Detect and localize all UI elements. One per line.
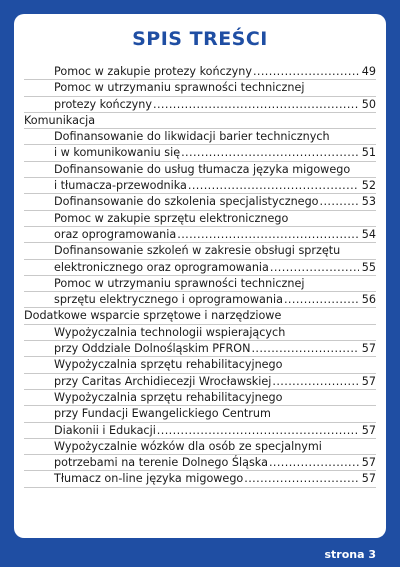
toc-entry-text: oraz oprogramowania (54, 227, 177, 241)
toc-entry-text: potrzebami na terenie Dolnego Śląska (54, 456, 268, 470)
toc-entry[interactable] (24, 211, 376, 244)
toc-entry[interactable] (24, 276, 376, 309)
toc-entry-text: Wypożyczalnie wózków dla osób ze specjalnymi (24, 439, 376, 455)
toc-page-number: 55 (361, 260, 376, 274)
toc-section-heading: Komunikacja (24, 113, 376, 129)
toc-entry-text: Dofinansowanie szkoleń w zakresie obsługi sprzętu (24, 243, 376, 259)
dot-leader (272, 374, 358, 390)
toc-page-number: 57 (361, 342, 376, 356)
dot-leader (177, 227, 359, 243)
toc-entry[interactable] (24, 308, 376, 324)
toc-entry[interactable] (24, 64, 376, 80)
toc-page-number: 57 (361, 423, 376, 437)
toc-page-number: 53 (361, 195, 376, 209)
toc-entry-text: i tłumacza-przewodnika (54, 179, 187, 193)
toc-entry[interactable] (24, 194, 376, 210)
toc-entry[interactable] (24, 439, 376, 472)
toc-entry-text: Wypożyczalnia technologii wspierających (24, 325, 376, 341)
toc-entry-text: Dofinansowanie do szkolenia specjalistycznego (54, 195, 319, 209)
toc-entry-text: Wypożyczalnia sprzętu rehabilitacyjnego (24, 390, 376, 406)
toc-page-number: 57 (361, 456, 376, 470)
toc-entry[interactable] (24, 357, 376, 390)
dot-leader (188, 178, 359, 194)
dot-leader (320, 194, 359, 210)
toc-entry-text: Diakonii i Edukacji (54, 423, 156, 437)
toc-entry-text: przy Fundacji Ewangelickiego Centrum (24, 406, 376, 422)
page-title: SPIS TREŚCI (132, 28, 268, 50)
dot-leader (181, 145, 359, 161)
toc-entry-text: sprzętu elektrycznego i oprogramowania (54, 293, 283, 307)
toc-entry[interactable] (24, 129, 376, 162)
toc-entry-text: Wypożyczalnia sprzętu rehabilitacyjnego (24, 357, 376, 373)
toc-entry[interactable] (24, 80, 376, 113)
toc-entry-text: i w komunikowaniu się (54, 146, 181, 160)
toc-entry[interactable] (24, 113, 376, 129)
toc-entry[interactable] (24, 162, 376, 195)
toc-entry[interactable] (24, 243, 376, 276)
toc-page-number: 50 (361, 97, 376, 111)
dot-leader (251, 341, 358, 357)
toc-entry-text: Dofinansowanie do usług tłumacza języka migowego (24, 162, 376, 178)
page-sheet (14, 14, 386, 538)
toc-entry[interactable] (24, 471, 376, 487)
toc-entry-text: Dofinansowanie do likwidacji barier technicznych (24, 129, 376, 145)
toc-entry-text: przy Oddziale Dolnośląskim PFRON (54, 342, 251, 356)
toc-entry[interactable] (24, 325, 376, 358)
dot-leader (157, 423, 359, 439)
toc-page-number: 54 (361, 227, 376, 241)
dot-leader (253, 64, 359, 80)
toc-page-number: 51 (361, 146, 376, 160)
dot-leader (269, 455, 359, 471)
toc-section-heading: Dodatkowe wsparcie sprzętowe i narzędziowe (24, 308, 376, 324)
dot-leader (244, 471, 358, 487)
page-number: strona 3 (324, 548, 376, 561)
toc-entry[interactable] (24, 390, 376, 439)
toc-entry-text: Pomoc w zakupie protezy kończyny (54, 65, 252, 78)
dot-leader (153, 97, 359, 113)
table-of-contents (24, 64, 376, 488)
toc-page-number: 52 (361, 179, 376, 193)
toc-page-number: 49 (361, 65, 376, 78)
toc-page-number: 57 (361, 472, 376, 486)
toc-page-number: 56 (361, 293, 376, 307)
toc-entry-text: przy Caritas Archidiecezji Wrocławskiej (54, 374, 272, 388)
dot-leader (284, 292, 359, 308)
toc-page-number: 57 (361, 374, 376, 388)
toc-entry-text: Tłumacz on-line języka migowego (54, 472, 244, 486)
toc-entry-text: Pomoc w utrzymaniu sprawności technicznej (24, 80, 376, 96)
toc-entry-text: Pomoc w zakupie sprzętu elektronicznego (24, 211, 376, 227)
dot-leader (270, 260, 359, 276)
toc-entry-text: Pomoc w utrzymaniu sprawności technicznej (24, 276, 376, 292)
toc-entry-text: protezy kończyny (54, 97, 152, 111)
toc-entry-text: elektronicznego oraz oprogramowania (54, 260, 269, 274)
